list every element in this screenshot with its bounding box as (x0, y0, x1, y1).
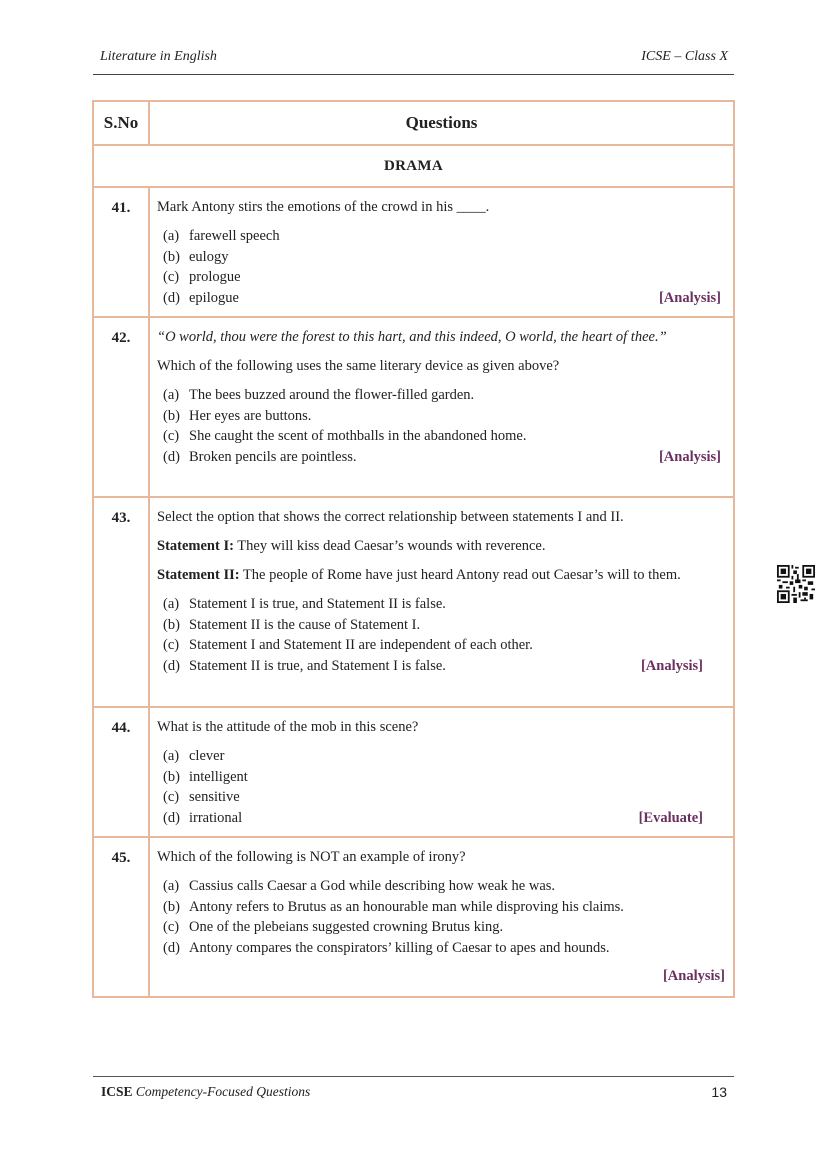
option-text: The bees buzzed around the flower-filled garden. (189, 387, 475, 403)
footer-divider (93, 1076, 734, 1077)
option-label: (c) (163, 428, 180, 444)
option-text: sensitive (189, 789, 240, 805)
footer-title (101, 1084, 310, 1100)
question-cell (149, 837, 734, 997)
option-text: irrational (189, 809, 243, 826)
options-list (163, 594, 725, 676)
option-a (163, 746, 725, 767)
question-number: 41. (93, 187, 149, 317)
question-text: What is the attitude of the mob in this scene? (157, 719, 419, 735)
option-text: One of the plebeians suggested crowning Brutus king. (189, 919, 504, 935)
option-b (163, 406, 725, 427)
question-number: 44. (93, 707, 149, 837)
sno-header: S.No (93, 101, 149, 145)
table-row (93, 317, 734, 497)
skill-tag: [Evaluate] (638, 809, 703, 826)
option-label: (b) (163, 616, 180, 633)
option-b (163, 615, 725, 636)
question-text: Select the option that shows the correct relationship between statements I and II. (157, 509, 624, 525)
option-d (163, 447, 725, 468)
options-list (163, 226, 725, 308)
option-text: Statement II is true, and Statement I is false. (189, 657, 446, 674)
section-title: DRAMA (93, 145, 734, 187)
question-text: Which of the following uses the same literary device as given above? (157, 358, 560, 374)
option-b (163, 767, 725, 788)
footer-brand: ICSE (101, 1084, 133, 1099)
question-cell (149, 317, 734, 497)
footer-subtitle: Competency-Focused Questions (135, 1084, 311, 1099)
option-label: (d) (163, 289, 180, 306)
option-text: Antony refers to Brutus as an honourable man while disproving his claims. (189, 898, 624, 915)
table-row (93, 497, 734, 707)
option-d (163, 938, 725, 959)
option-a (163, 876, 725, 897)
header-class: ICSE – Class X (641, 49, 728, 64)
page-number: 13 (711, 1084, 727, 1100)
option-label: (b) (163, 248, 180, 265)
question-text: Which of the following is NOT an example of irony? (157, 849, 466, 865)
question-text: Mark Antony stirs the emotions of the crowd in his ____. (157, 199, 490, 215)
skill-tag: [Analysis] (658, 448, 721, 465)
option-label: (a) (163, 596, 180, 612)
option-text: She caught the scent of mothballs in the abandoned home. (189, 428, 527, 444)
option-label: (d) (163, 939, 180, 956)
table-row (93, 837, 734, 997)
option-label: (a) (163, 748, 180, 764)
table-row (93, 707, 734, 837)
option-label: (b) (163, 898, 180, 915)
options-list (163, 746, 725, 828)
options-list (163, 876, 725, 958)
option-label: (d) (163, 809, 180, 826)
option-label: (c) (163, 637, 180, 653)
question-number: 42. (93, 317, 149, 497)
option-text: prologue (189, 269, 241, 285)
header-subject: Literature in English (100, 49, 217, 64)
option-label: (c) (163, 789, 180, 805)
option-label: (d) (163, 448, 180, 465)
option-b (163, 247, 725, 268)
option-label: (c) (163, 269, 180, 285)
header-divider (93, 74, 734, 75)
option-label: (a) (163, 228, 180, 244)
question-quote: “O world, thou were the forest to this hart, and this indeed, O world, the heart of thee.” (157, 329, 667, 345)
option-a (163, 594, 725, 615)
option-c (163, 426, 725, 447)
option-text: Statement II is the cause of Statement I. (189, 616, 421, 633)
statement-1-label: Statement I: (157, 538, 234, 554)
section-row (93, 145, 734, 187)
option-b (163, 897, 725, 918)
option-c (163, 635, 725, 656)
questions-table (92, 100, 735, 998)
questions-header: Questions (149, 101, 734, 145)
option-text: farewell speech (189, 228, 280, 244)
option-label: (d) (163, 657, 180, 674)
option-d (163, 288, 725, 309)
option-a (163, 226, 725, 247)
option-text: Statement I and Statement II are independent of each other. (189, 637, 533, 653)
skill-tag: [Analysis] (640, 657, 703, 674)
option-d (163, 808, 725, 829)
statement-1-text: They will kiss dead Caesar’s wounds with reverence. (233, 538, 546, 554)
option-text: Broken pencils are pointless. (189, 448, 357, 465)
option-label: (c) (163, 919, 180, 935)
table-row (93, 187, 734, 317)
option-c (163, 787, 725, 808)
option-text: Her eyes are buttons. (189, 407, 312, 424)
option-label: (b) (163, 407, 180, 424)
option-c (163, 267, 725, 288)
option-text: eulogy (189, 248, 229, 265)
qr-code-icon (777, 565, 815, 603)
option-text: intelligent (189, 768, 248, 785)
options-list (163, 385, 725, 467)
skill-tag: [Analysis] (662, 968, 725, 984)
option-text: Antony compares the conspirators’ killing of Caesar to apes and hounds. (189, 939, 610, 956)
option-text: epilogue (189, 289, 239, 306)
table-header-row (93, 101, 734, 145)
question-number: 45. (93, 837, 149, 997)
option-label: (a) (163, 387, 180, 403)
option-text: clever (189, 748, 225, 764)
question-number: 43. (93, 497, 149, 707)
option-text: Statement I is true, and Statement II is false. (189, 596, 446, 612)
question-cell (149, 187, 734, 317)
option-text: Cassius calls Caesar a God while describing how weak he was. (189, 878, 556, 894)
option-d (163, 656, 725, 677)
question-cell (149, 707, 734, 837)
statement-2 (157, 565, 725, 585)
option-c (163, 917, 725, 938)
statement-2-label: Statement II: (157, 567, 240, 583)
option-label: (a) (163, 878, 180, 894)
option-label: (b) (163, 768, 180, 785)
skill-tag: [Analysis] (658, 289, 721, 306)
option-a (163, 385, 725, 406)
question-cell (149, 497, 734, 707)
statement-1 (157, 536, 725, 556)
statement-2-text: The people of Rome have just heard Antony read out Caesar’s will to them. (239, 567, 681, 583)
